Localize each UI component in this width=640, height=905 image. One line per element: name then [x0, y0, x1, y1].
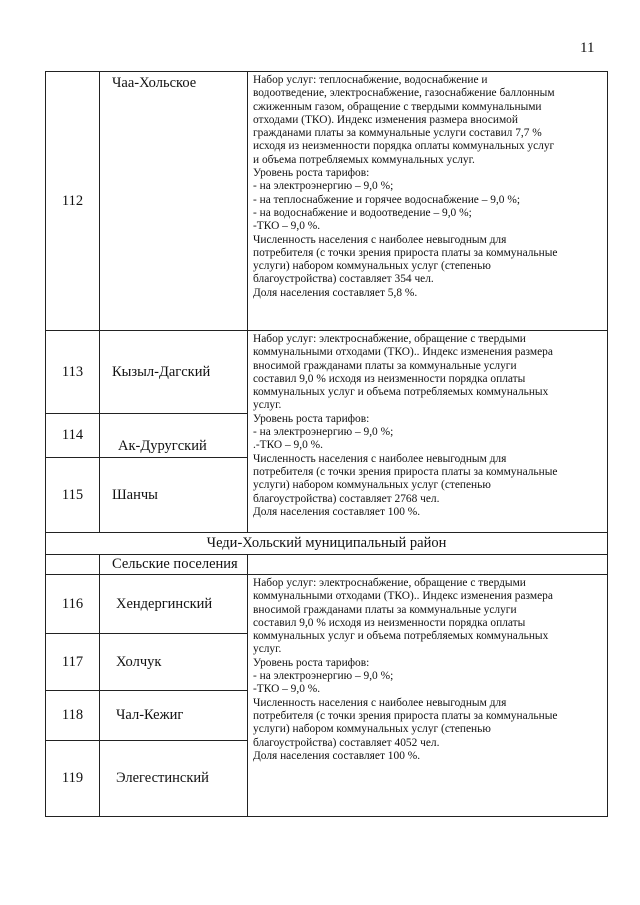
description-line: благоустройства) составляет 2768 чел.	[253, 492, 440, 505]
description-line: Доля населения составляет 5,8 %.	[253, 286, 418, 299]
description-line: коммунальных услуг и объема потребляемых коммунальных	[253, 386, 549, 399]
description-line: Уровень роста тарифов:	[253, 412, 370, 425]
description-line: благоустройства) составляет 4052 чел.	[253, 736, 440, 749]
description-line: отходами (ТКО). Индекс изменения размера вносимой	[253, 113, 518, 126]
row-number: 113	[46, 331, 100, 414]
description-line: гражданами платы за коммунальные услуги составил 7,7 %	[253, 127, 542, 140]
settlement-name-text: Шанчы	[112, 486, 158, 503]
settlement-name	[100, 414, 248, 458]
settlement-name-text: Чаа-Хольское	[112, 75, 197, 91]
description-line: - на электроэнергию – 9,0 %;	[253, 180, 394, 193]
row-number: 116	[46, 575, 100, 634]
description-line: сжиженным газом, обращение с твердыми коммунальными	[253, 100, 542, 113]
description-line: Уровень роста тарифов:	[253, 656, 370, 669]
table-row	[46, 72, 608, 331]
description-line: потребителя (с точки зрения прироста платы за коммунальные	[253, 246, 558, 259]
row-number: 112	[46, 72, 100, 331]
description-line: водоотведение, электроснабжение, газоснабжение баллонным	[253, 87, 555, 100]
table-row	[46, 331, 608, 414]
description-line: Набор услуг: электроснабжение, обращение с твердыми	[253, 577, 526, 589]
description-line: и объема потребляемых коммунальных услуг.	[253, 153, 475, 166]
row-number: 119	[46, 741, 100, 817]
settlement-name-text: Чал-Кежиг	[116, 707, 184, 723]
description-line: - на электроэнергию – 9,0 %;	[253, 670, 394, 683]
settlement-name-text: Холчук	[116, 653, 162, 670]
row-number: 115	[46, 458, 100, 533]
description-line: услуги) набором коммунальных услуг (степенью	[253, 723, 491, 736]
description-line: Доля населения составляет 100 %.	[253, 505, 421, 518]
row-number: 118	[46, 691, 100, 741]
description-line: -ТКО – 9,0 %.	[253, 683, 321, 696]
description-line: Набор услуг: теплоснабжение, водоснабжение и	[253, 74, 488, 86]
settlement-name	[100, 331, 248, 414]
description-cell	[248, 575, 608, 817]
description-line: Доля населения составляет 100 %.	[253, 749, 421, 762]
description-line: Набор услуг: электроснабжение, обращение с твердыми	[253, 333, 526, 345]
description-line: услуги) набором коммунальных услуг (степенью	[253, 479, 491, 492]
description-line: исходя из неизменности порядка оплаты коммунальных услуг	[253, 140, 555, 153]
row-number: 114	[46, 414, 100, 458]
district-header-row	[46, 533, 608, 555]
settlement-name	[100, 741, 248, 817]
description-line: коммунальными отходами (ТКО).. Индекс изменения размера	[253, 346, 553, 359]
table-row	[46, 575, 608, 634]
description-cell	[248, 331, 608, 533]
settlement-name-text: Элегестинский	[116, 770, 209, 786]
description-line: потребителя (с точки зрения прироста платы за коммунальные	[253, 709, 558, 722]
description-line: благоустройства) составляет 354 чел.	[253, 273, 434, 286]
description-line: коммунальными отходами (ТКО).. Индекс изменения размера	[253, 590, 553, 603]
description-line: .-ТКО – 9,0 %.	[253, 439, 323, 452]
description-line: вносимой гражданами платы за коммунальные услуги	[253, 359, 517, 372]
subheader-row	[46, 555, 608, 575]
settlement-name	[100, 458, 248, 533]
district-title: Чеди-Хольский муниципальный район	[46, 533, 608, 555]
description-line: коммунальных услуг и объема потребляемых коммунальных	[253, 630, 549, 643]
settlement-name-text: Хендергинский	[116, 595, 213, 612]
description-line: Численность населения с наиболее невыгодным для	[253, 696, 507, 709]
settlement-name	[100, 691, 248, 741]
description-line: вносимой гражданами платы за коммунальные услуги	[253, 603, 517, 616]
description-line: составил 9,0 % исходя из неизменности порядка оплаты	[253, 372, 526, 385]
tariff-table	[45, 71, 608, 817]
description-line: Численность населения с наиболее невыгодным для	[253, 452, 507, 465]
description-line: услуги) набором коммунальных услуг (степенью	[253, 260, 491, 273]
description-line: - на электроэнергию – 9,0 %;	[253, 426, 394, 439]
settlement-name	[100, 634, 248, 691]
settlement-name	[100, 72, 248, 331]
description-line: потребителя (с точки зрения прироста платы за коммунальные	[253, 465, 558, 478]
settlement-name	[100, 575, 248, 634]
description-line: Численность населения с наиболее невыгодным для	[253, 233, 507, 246]
description-line: - на теплоснабжение и горячее водоснабжение – 9,0 %;	[253, 193, 520, 206]
subheader-cell	[100, 555, 248, 575]
description-line: услуг.	[253, 643, 282, 656]
description-cell	[248, 72, 608, 331]
empty-cell	[46, 555, 100, 575]
row-number: 117	[46, 634, 100, 691]
description-line: услуг.	[253, 399, 282, 412]
description-line: - на водоснабжение и водоотведение – 9,0 %;	[253, 206, 472, 219]
description-line: Уровень роста тарифов:	[253, 167, 370, 180]
empty-cell	[248, 555, 608, 575]
description-line: составил 9,0 % исходя из неизменности порядка оплаты	[253, 616, 526, 629]
settlement-name-text: Ак-Дуругский	[118, 438, 207, 454]
settlement-name-text: Кызыл-Дагский	[112, 363, 211, 380]
description-line: -ТКО – 9,0 %.	[253, 220, 321, 233]
page-number: 11	[580, 40, 595, 56]
subheader-text: Сельские поселения	[112, 556, 238, 572]
